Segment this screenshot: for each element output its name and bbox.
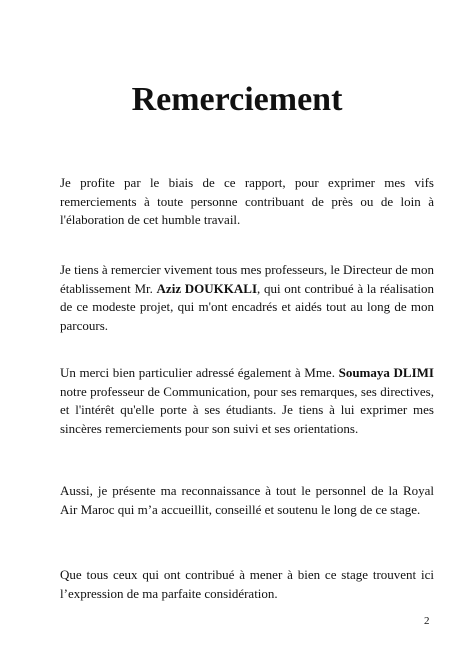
paragraph-professors-text-end: , qui ont contribué à la réalisation de ce modeste projet, qui m'ont encadrés et aidés tout au long de mon parcours. (60, 280, 434, 334)
paragraph-intro: Je profite par le biais de ce rapport, pour exprimer mes vifs remerciements à toute personne contribuant de près ou de loin à l'élaboration de cet humble travail. (60, 175, 434, 228)
paragraph-teacher-text-start: Un merci bien particulier adressé également à Mme. (60, 365, 339, 380)
paragraph-professors (60, 261, 434, 336)
paragraph-royal-air-maroc: Aussi, je présente ma reconnaissance à tout le personnel de la Royal Air Maroc qui m’a accueillit, conseillé et soutenu le long de ce stage. (60, 483, 434, 517)
paragraph-communication-teacher (60, 364, 434, 439)
paragraph-professors-text-start: Je tiens à remercier vivement tous mes professeurs, le Directeur de mon établissement Mr. (60, 262, 434, 296)
director-name: Aziz DOUKKALI (156, 280, 258, 296)
paragraph-teacher-text-end: notre professeur de Communication, pour ses remarques, ses directives, et l'intérêt qu'elle porte à ses étudiants. Je tiens à lui exprimer mes sincères remerciements pour son suivi et ses orientations. (60, 383, 434, 437)
paragraph-closing: Que tous ceux qui ont contribué à mener à bien ce stage trouvent ici l’expression de ma parfaite considération. (60, 567, 434, 601)
page-number: 2 (424, 615, 430, 627)
page-title: Remerciement (131, 81, 343, 118)
teacher-name: Soumaya DLIMI (338, 365, 434, 380)
